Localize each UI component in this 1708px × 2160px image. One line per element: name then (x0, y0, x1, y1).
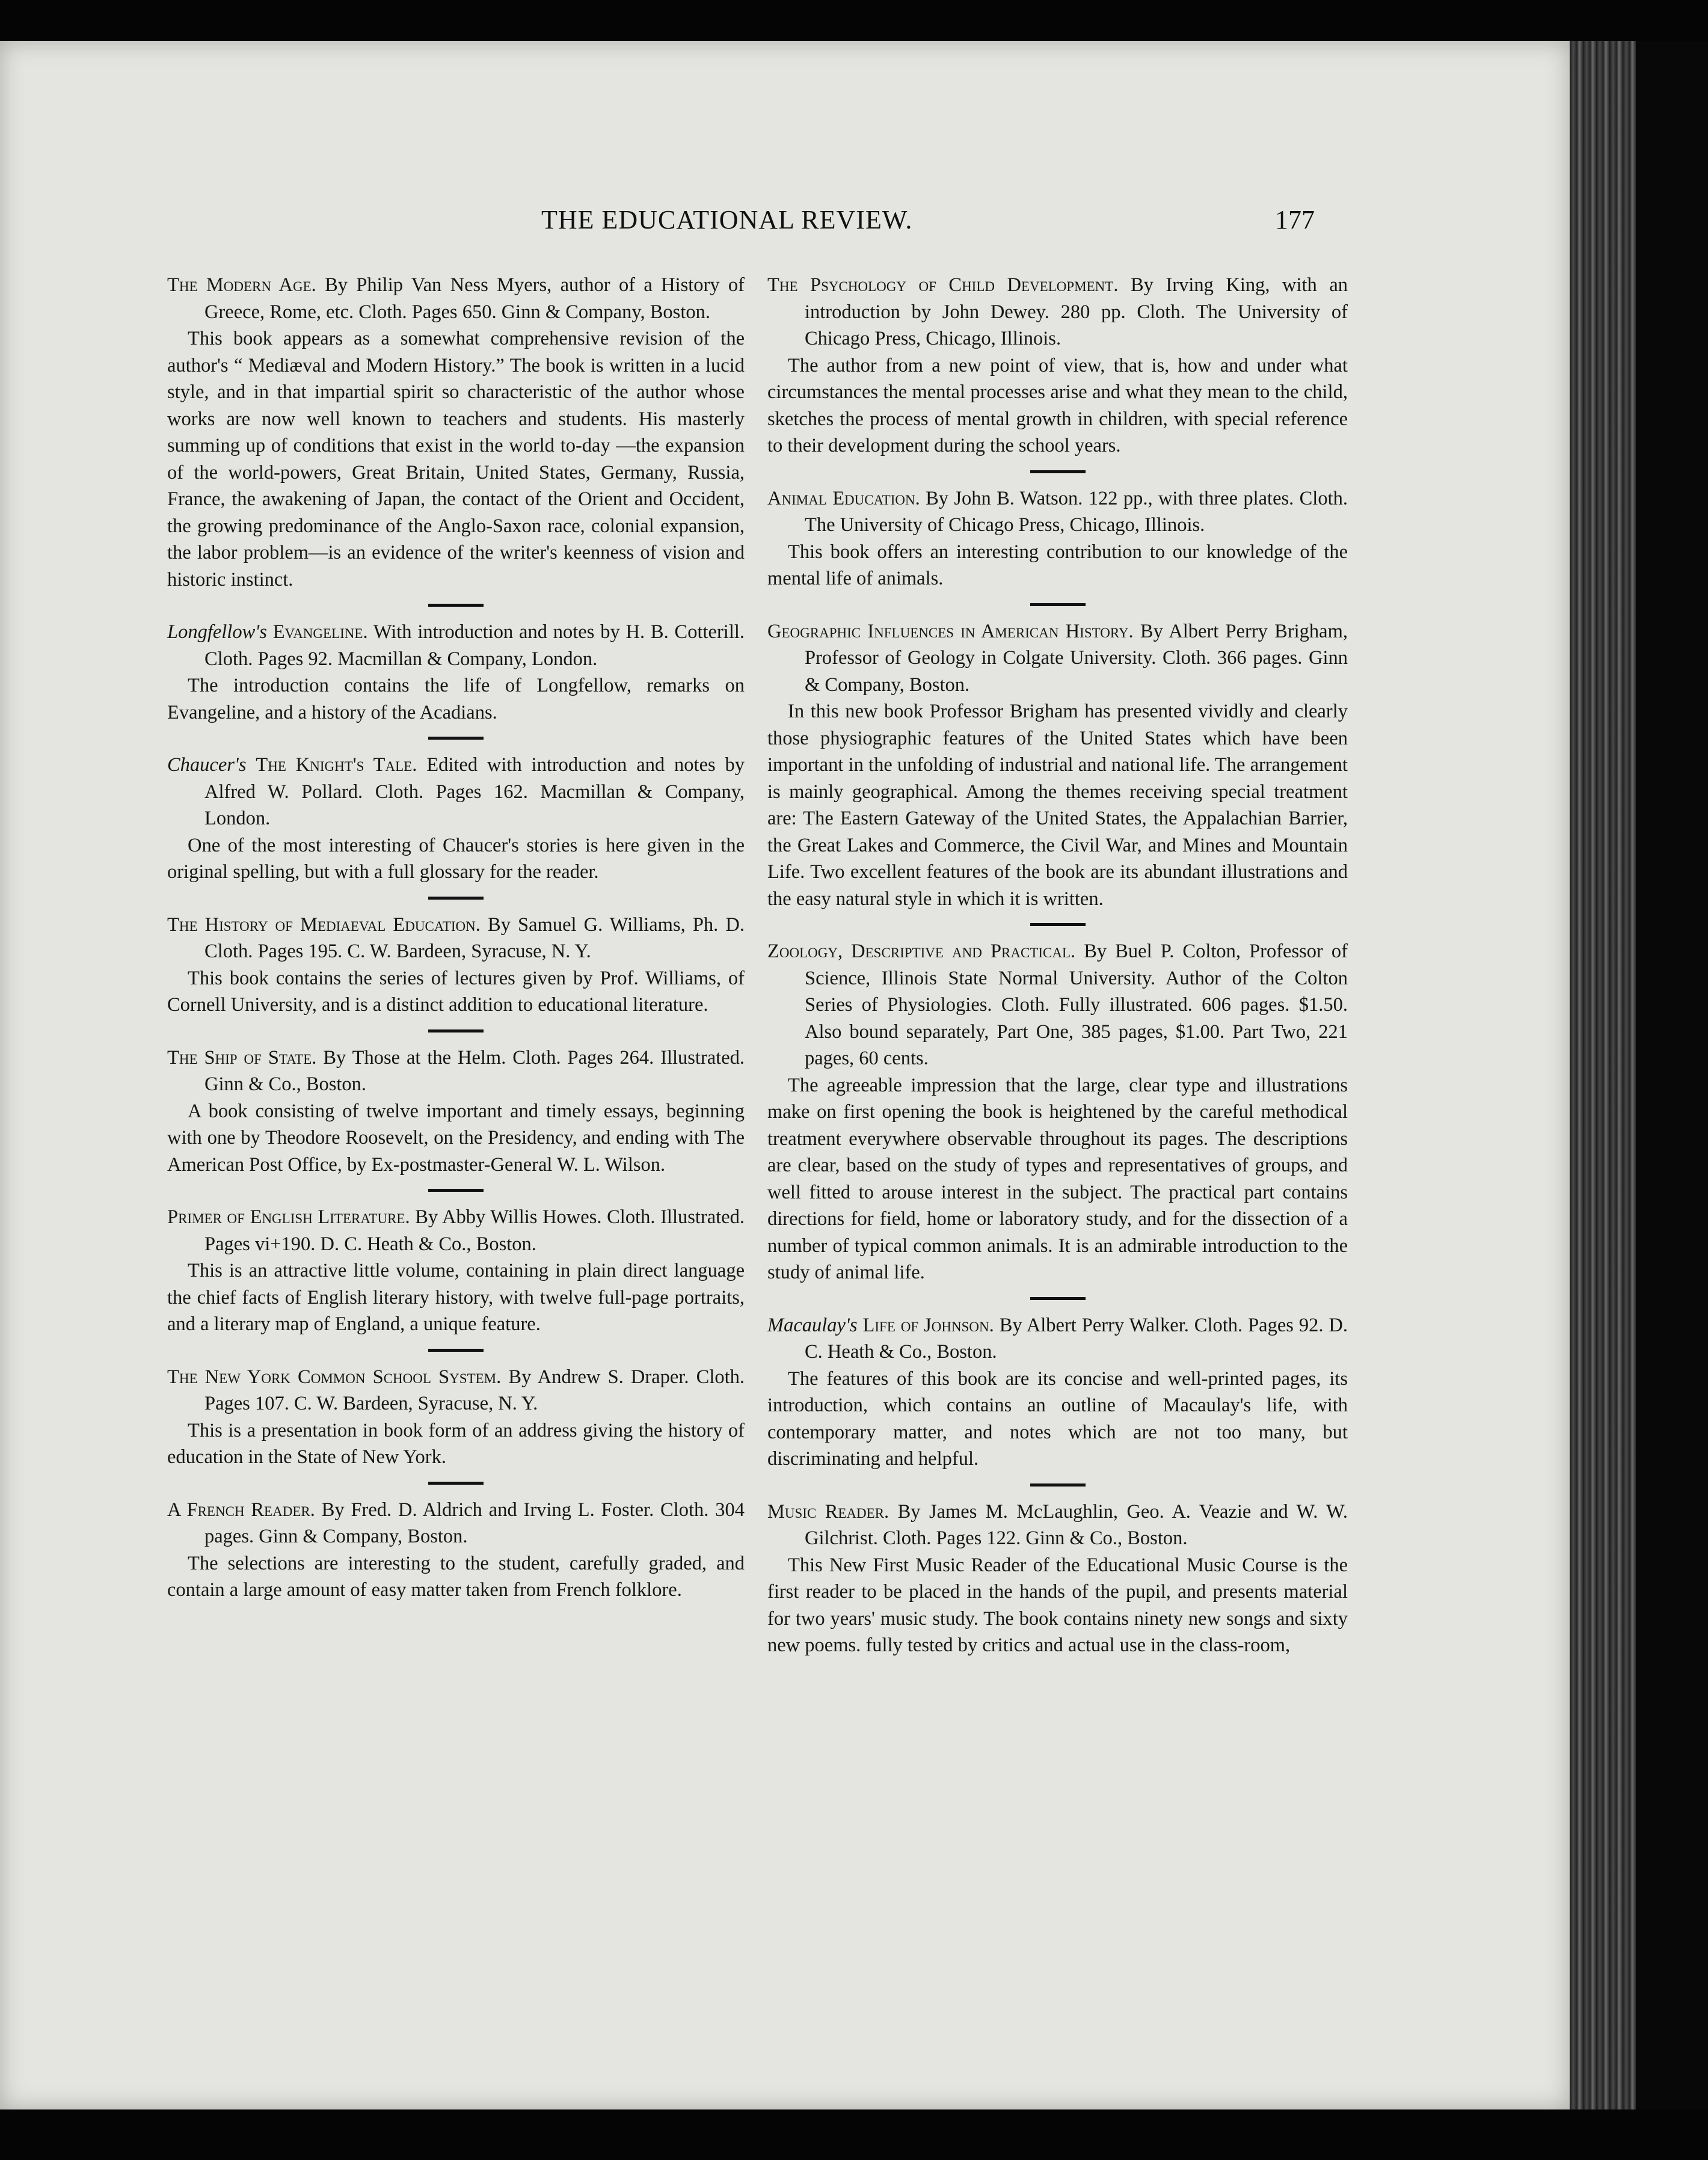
book-citation (767, 1499, 1348, 1552)
book-title: A French Reader. (167, 1499, 315, 1521)
book-title: The History of Mediaeval Education. (167, 913, 481, 936)
left-column (167, 272, 745, 1613)
book-details: By Albert Perry Walker. Cloth. Pages 92. D. C. Heath & Co., Boston. (805, 1314, 1348, 1363)
review-text: This is an attractive little volume, containing in plain direct language the chief facts of English literary history, with twelve full-page portraits, and a literary map of England, a unique feature. (167, 1260, 745, 1335)
review-entry (167, 1204, 745, 1338)
book-title: The Psychology of Child Development. (767, 274, 1119, 296)
review-entry (167, 619, 745, 726)
book-title: The Ship of State. (167, 1046, 317, 1069)
book-citation (767, 485, 1348, 539)
book-details: By Philip Van Ness Myers, author of a History of Greece, Rome, etc. Cloth. Pages 650. Ginn & Company, Boston. (204, 274, 745, 323)
scan-border (1636, 41, 1708, 2109)
book-citation (167, 272, 745, 325)
review-entry (767, 485, 1348, 592)
review-entry (167, 1497, 745, 1604)
book-title: Primer of English Literature. (167, 1206, 410, 1228)
book-citation (767, 938, 1348, 1072)
book-title-author: Macaulay's (767, 1314, 858, 1336)
review-entry (167, 1364, 745, 1471)
section-rule (1030, 470, 1086, 473)
book-title: Animal Education. (767, 487, 920, 509)
book-citation (167, 1364, 745, 1417)
book-citation (767, 1312, 1348, 1366)
book-details: By Fred. D. Aldrich and Irving L. Foster. Cloth. 304 pages. Ginn & Company, Boston. (204, 1499, 745, 1547)
book-details: By Irving King, with an introduction by John Dewey. 280 pp. Cloth. The University of Chicago Press, Chicago, Illinois. (805, 274, 1348, 349)
section-rule (428, 604, 484, 607)
review-entry (167, 272, 745, 593)
section-rule (428, 1029, 484, 1032)
review-entry (767, 938, 1348, 1286)
right-column (767, 272, 1348, 1669)
review-entry (767, 1312, 1348, 1473)
review-entry (767, 618, 1348, 913)
book-citation (167, 1497, 745, 1550)
book-title-author: Chaucer's (167, 754, 247, 776)
book-details: By Buel P. Colton, Professor of Science, Illinois State Normal University. Author of the Colton Series of Physiologies. Cloth. Fully illustrated. 606 pages. $1.50. Also bound separately, Part One, 385 pages, $1.00. Part Two, 221 pages, 60 cents. (805, 940, 1348, 1069)
book-title: Geographic Influences in American History. (767, 620, 1134, 642)
review-text: This New First Music Reader of the Educational Music Course is the first reader to be placed in the hands of the pupil, and presents material for two years' music study. The book contains ninety new songs and sixty new poems. fully tested by critics and actual use in the class-room, (767, 1554, 1348, 1656)
review-text: This book contains the series of lectures given by Prof. Williams, of Cornell University, and is a distinct addition to educational literature. (167, 967, 745, 1016)
book-details: With introduction and notes by H. B. Cotterill. Cloth. Pages 92. Macmillan & Company, London. (204, 621, 745, 670)
review-text: The author from a new point of view, that is, how and under what circumstances the mental processes arise and what they mean to the child, sketches the process of mental growth in children, with special reference to their development during the school years. (767, 354, 1348, 456)
section-rule (428, 1349, 484, 1352)
book-details: By James M. McLaughlin, Geo. A. Veazie and W. W. Gilchrist. Cloth. Pages 122. Ginn & Co., Boston. (805, 1500, 1348, 1549)
book-details: By Abby Willis Howes. Cloth. Illustrated. Pages vi+190. D. C. Heath & Co., Boston. (204, 1206, 745, 1255)
book-details: By Those at the Helm. Cloth. Pages 264. Illustrated. Ginn & Co., Boston. (204, 1046, 745, 1095)
book-spine (1570, 41, 1636, 2109)
review-text: The introduction contains the life of Longfellow, remarks on Evangeline, and a history of the Acadians. (167, 675, 745, 723)
review-text: One of the most interesting of Chaucer's stories is here given in the original spelling, but with a full glossary for the reader. (167, 834, 745, 883)
section-rule (1030, 923, 1086, 926)
book-details: By Albert Perry Brigham, Professor of Geology in Colgate University. Cloth. 366 pages. Ginn & Company, Boston. (805, 620, 1348, 696)
review-text: This is a presentation in book form of an address giving the history of education in the State of New York. (167, 1419, 745, 1468)
section-rule (428, 737, 484, 740)
section-rule (428, 897, 484, 900)
book-details: By Samuel G. Williams, Ph. D. Cloth. Pages 195. C. W. Bardeen, Syracuse, N. Y. (204, 913, 745, 962)
review-text: The agreeable impression that the large, clear type and illustrations make on first opening the book is heightened by the careful methodical treatment everywhere observable throughout its pages. The descriptions are clear, based on the study of types and representatives of groups, and well fitted to arouse interest in the subject. The practical part contains directions for field, home or laboratory study, and for the dissection of a number of typical common animals. It is an admirable introduction to the study of animal life. (767, 1074, 1348, 1283)
book-details: By Andrew S. Draper. Cloth. Pages 107. C. W. Bardeen, Syracuse, N. Y. (204, 1366, 745, 1414)
review-entry (167, 1045, 745, 1179)
section-rule (1030, 1483, 1086, 1487)
book-citation (167, 1045, 745, 1098)
section-rule (428, 1482, 484, 1485)
book-title: The New York Common School System. (167, 1366, 502, 1388)
book-details: Edited with introduction and notes by Alfred W. Pollard. Cloth. Pages 162. Macmillan & Company, London. (204, 754, 745, 829)
review-text: This book appears as a somewhat comprehensive revision of the author's “ Mediæval and Modern History.” The book is written in a lucid style, and in that impartial spirit so characteristic of the author whose works are now well known to teachers and students. His masterly summing up of conditions that exist in the world to-day —the expansion of the world-powers, Great Britain, United States, Germany, Russia, France, the awakening of Japan, the contact of the Orient and Occident, the growing predominance of the Anglo-Saxon race, colonial expansion, the labor problem—is an evidence of the writer's keenness of vision and historic instinct. (167, 328, 745, 591)
book-citation (167, 1204, 745, 1257)
book-title: Music Reader. (767, 1500, 889, 1523)
book-title: The Knight's Tale. (256, 754, 417, 776)
review-entry (767, 1499, 1348, 1659)
book-title-author: Longfellow's (167, 621, 267, 643)
book-citation (767, 618, 1348, 699)
review-text: The selections are interesting to the student, carefully graded, and contain a large amount of easy matter taken from French folklore. (167, 1552, 745, 1601)
page-number: 177 (1275, 205, 1315, 235)
review-entry (167, 912, 745, 1019)
book-title: Zoology, Descriptive and Practical. (767, 940, 1076, 962)
review-entry (167, 752, 745, 886)
book-citation (767, 272, 1348, 352)
section-rule (428, 1189, 484, 1192)
review-entry (767, 272, 1348, 459)
running-title: THE EDUCATIONAL REVIEW. (541, 205, 913, 235)
section-rule (1030, 1297, 1086, 1300)
review-text: In this new book Professor Brigham has presented vividly and clearly those physiographic features of the United States which have been important in the unfolding of industrial and national life. The arrangement is mainly geographical. Among the themes receiving special treatment are: The Eastern Gateway of the United States, the Appalachian Barrier, the Great Lakes and Commerce, the Civil War, and Mines and Mountain Life. Two excellent features of the book are its abundant illustrations and the easy natural style in which it is written. (767, 701, 1348, 910)
book-title: Life of Johnson. (862, 1314, 994, 1336)
section-rule (1030, 603, 1086, 606)
book-title: Evangeline. (272, 621, 368, 643)
book-citation (167, 619, 745, 672)
book-citation (167, 752, 745, 832)
book-citation (167, 912, 745, 965)
review-text: This book offers an interesting contribution to our knowledge of the mental life of animals. (767, 541, 1348, 589)
book-title: The Modern Age. (167, 274, 316, 296)
review-text: The features of this book are its concise and well-printed pages, its introduction, which contains an outline of Macaulay's life, with contemporary matter, and notes which are not too many, but discriminating and helpful. (767, 1367, 1348, 1470)
book-details: By John B. Watson. 122 pp., with three plates. Cloth. The University of Chicago Press, Chicago, Illinois. (805, 487, 1348, 536)
review-text: A book consisting of twelve important and timely essays, beginning with one by Theodore Roosevelt, on the Presidency, and ending with The American Post Office, by Ex-postmaster-General W. L. Wilson. (167, 1100, 745, 1176)
